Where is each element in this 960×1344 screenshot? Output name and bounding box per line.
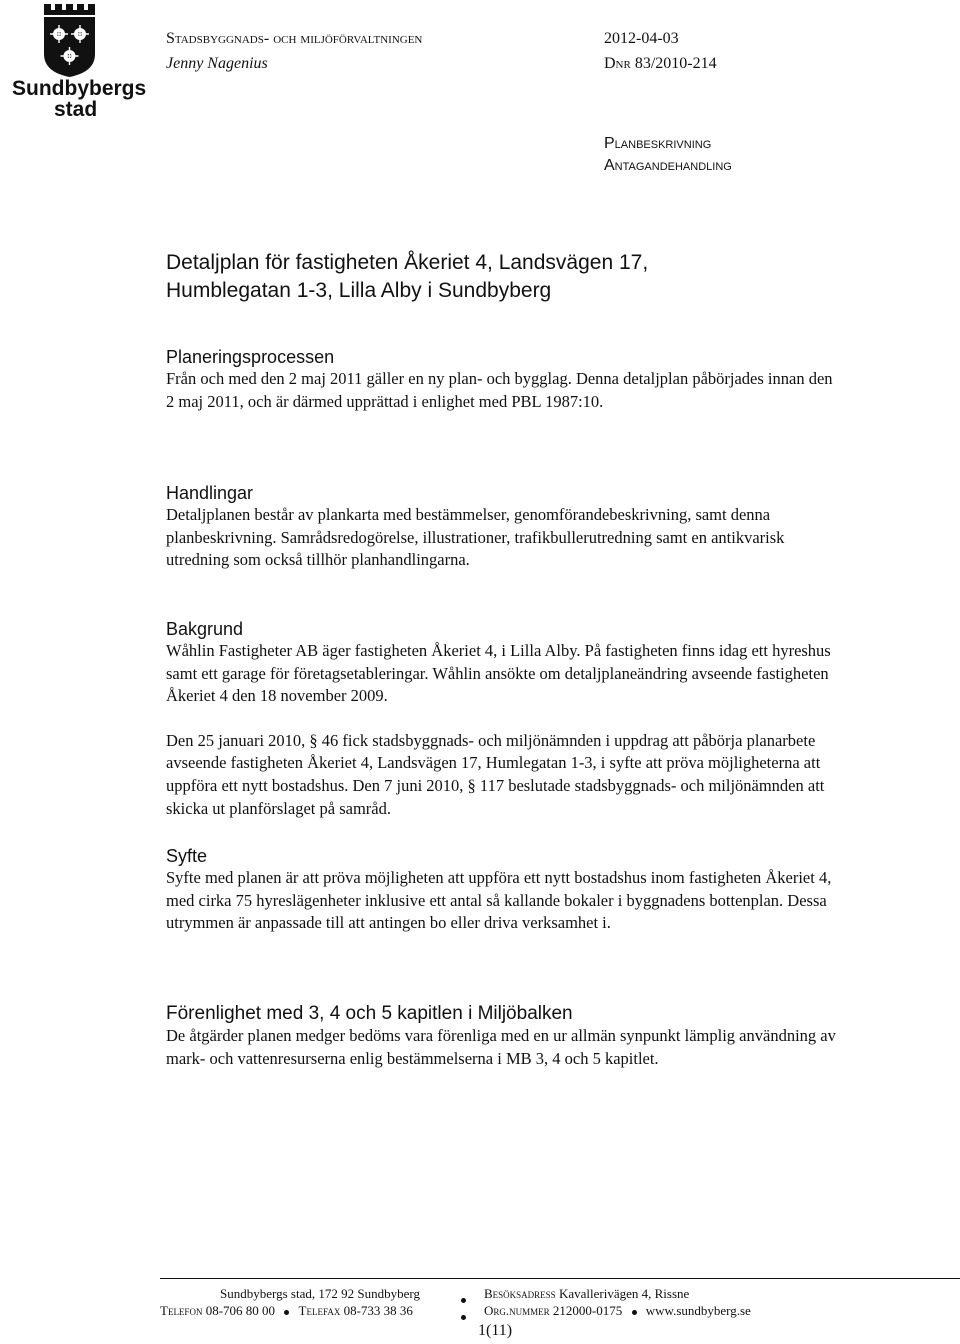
document-type: Planbeskrivning bbox=[604, 135, 712, 152]
visit-value: Kavallerivägen 4, Rissne bbox=[558, 1286, 690, 1301]
orgnr-value: 212000-0175 bbox=[552, 1303, 623, 1318]
section-bakgrund bbox=[166, 618, 842, 820]
dnr-value: 83/2010-214 bbox=[634, 55, 717, 72]
section-text: Från och med den 2 maj 2011 gäller en ny plan- och bygglag. Denna detaljplan påbörjades innan den 2 maj 2011, och är därmed upprättad i enlighet med PBL 1987:10. bbox=[166, 369, 833, 411]
footer-orgnr-web bbox=[484, 1302, 751, 1319]
crest-icon bbox=[12, 2, 130, 78]
section-heading: Handlingar bbox=[166, 483, 254, 503]
department-name: Stadsbyggnads- och miljöförvaltningen bbox=[166, 30, 423, 47]
title-line-1: Detaljplan för fastigheten Åkeriet 4, Landsvägen 17, bbox=[166, 251, 649, 274]
bullet bbox=[632, 1310, 637, 1315]
fax-label: Telefax bbox=[298, 1303, 341, 1318]
section-heading: Planeringsprocessen bbox=[166, 347, 335, 367]
document-date: 2012-04-03 bbox=[604, 30, 679, 47]
section-heading: Förenlighet med 3, 4 och 5 kapitlen i Miljöbalken bbox=[166, 1003, 573, 1024]
document-stage: Antagandehandling bbox=[604, 157, 732, 174]
phone-value: 08-706 80 00 bbox=[205, 1303, 276, 1318]
section-miljobalken bbox=[166, 1003, 842, 1070]
footer-org-address: Sundbybergs stad, 172 92 Sundbyberg bbox=[220, 1286, 420, 1301]
bullet bbox=[284, 1310, 289, 1315]
section-text: Syfte med planen är att pröva möjligheten att uppföra ett nytt bostadshus inom fastigheten Åkeriet 4, med cirka 75 hyreslägenheter inklusive ett antal så kallande bokaler i byggnadens bottenplan. Dessa utrymmen är anpassade till att antingen bo eller driva verksamhet i. bbox=[166, 868, 832, 933]
section-text: Detaljplanen består av plankarta med bestämmelser, genomförandebeskrivning, samt denna planbeskrivning. Samrådsredogörelse, illustrationer, trafikbullerutredning samt en antikvarisk utredning som också tillhör planhandlingarna. bbox=[166, 505, 785, 570]
orgnr-label: Org.nummer bbox=[484, 1303, 550, 1318]
visit-label: Besöksadress bbox=[484, 1286, 556, 1301]
section-text-1: Wåhlin Fastigheter AB äger fastigheten Åkeriet 4, i Lilla Alby. På fastigheten finns idag ett hyreshus samt ett garage för företagsetableringar. Wåhlin ansökte om detaljplaneändring avseende fastigheten Åkeriet 4 den 18 november 2009. bbox=[166, 641, 831, 706]
title-line-2: Humblegatan 1-3, Lilla Alby i Sundbyberg bbox=[166, 279, 552, 302]
footer-phone-fax bbox=[160, 1302, 413, 1319]
section-handlingar bbox=[166, 482, 842, 572]
dnr-label: Dnr bbox=[604, 55, 631, 72]
page-title bbox=[166, 249, 886, 305]
footer-divider bbox=[160, 1278, 960, 1279]
logo-line-2: stad bbox=[54, 98, 98, 121]
logo-wordmark bbox=[12, 77, 147, 121]
page-number: 1(11) bbox=[478, 1322, 513, 1339]
website: www.sundbyberg.se bbox=[645, 1303, 751, 1318]
section-syfte bbox=[166, 845, 842, 935]
footer-visit-address bbox=[484, 1285, 689, 1302]
phone-label: Telefon bbox=[160, 1303, 203, 1318]
footer-bullet-1 bbox=[461, 1291, 466, 1309]
city-crest-logo bbox=[12, 2, 130, 83]
section-text: De åtgärder planen medger bedöms vara förenliga med en ur allmän synpunkt lämplig användning av mark- och vattenresurserna enlig bestämmelserna i MB 3, 4 och 5 kapitlet. bbox=[166, 1026, 836, 1068]
section-text-2: Den 25 januari 2010, § 46 fick stadsbyggnads- och miljönämnden i uppdrag att påbörja planarbete avseende fastigheten Åkeriet 4, Landsvägen 17, Humlegatan 1-3, i syfte att pröva möjligheterna att uppföra ett nytt bostadshus. Den 7 juni 2010, § 117 beslutade stadsbyggnads- och miljönämnden att skicka ut planförslaget på samråd. bbox=[166, 730, 825, 818]
fax-value: 08-733 38 36 bbox=[343, 1303, 413, 1318]
section-heading: Bakgrund bbox=[166, 619, 244, 639]
diary-number bbox=[604, 54, 717, 74]
section-planeringsprocessen bbox=[166, 346, 842, 413]
footer-bullet-2 bbox=[461, 1308, 466, 1326]
section-heading: Syfte bbox=[166, 846, 208, 866]
logo-line-1: Sundbybergs bbox=[12, 77, 147, 100]
author-name: Jenny Nagenius bbox=[166, 55, 268, 72]
